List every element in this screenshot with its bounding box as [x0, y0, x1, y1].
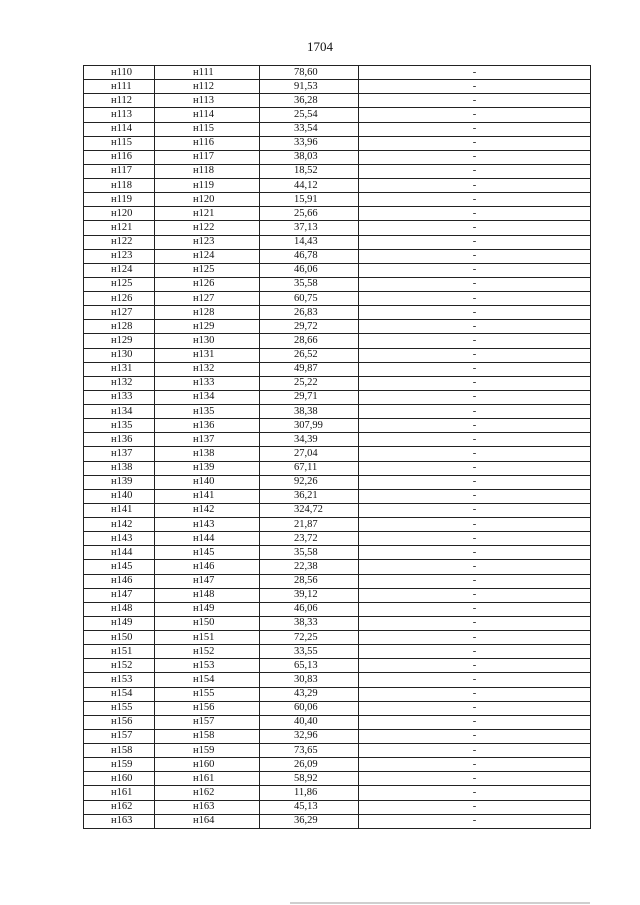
point-to-cell: н157: [155, 715, 260, 729]
note-cell: -: [359, 249, 591, 263]
point-to-cell: н155: [155, 687, 260, 701]
note-cell: -: [359, 306, 591, 320]
note-cell: -: [359, 518, 591, 532]
point-from-cell: н152: [84, 659, 155, 673]
note-cell: -: [359, 207, 591, 221]
note-cell: -: [359, 588, 591, 602]
point-from-cell: н135: [84, 419, 155, 433]
point-from-cell: н154: [84, 687, 155, 701]
point-from-cell: н123: [84, 249, 155, 263]
distance-cell: 39,12: [260, 588, 359, 602]
point-to-cell: н154: [155, 673, 260, 687]
point-from-cell: н112: [84, 94, 155, 108]
note-cell: -: [359, 701, 591, 715]
point-to-cell: н113: [155, 94, 260, 108]
point-from-cell: н131: [84, 362, 155, 376]
note-cell: -: [359, 376, 591, 390]
note-cell: -: [359, 122, 591, 136]
point-to-cell: н161: [155, 772, 260, 786]
point-from-cell: н134: [84, 405, 155, 419]
note-cell: -: [359, 348, 591, 362]
point-to-cell: н129: [155, 320, 260, 334]
distance-cell: 36,29: [260, 814, 359, 828]
note-cell: -: [359, 786, 591, 800]
point-from-cell: н113: [84, 108, 155, 122]
table-row: [84, 263, 591, 277]
point-to-cell: н162: [155, 786, 260, 800]
point-from-cell: н151: [84, 645, 155, 659]
note-cell: -: [359, 94, 591, 108]
note-cell: -: [359, 744, 591, 758]
point-to-cell: н131: [155, 348, 260, 362]
distance-cell: 25,54: [260, 108, 359, 122]
note-cell: -: [359, 405, 591, 419]
table-row: [84, 447, 591, 461]
note-cell: -: [359, 772, 591, 786]
table-row: [84, 786, 591, 800]
point-to-cell: н164: [155, 814, 260, 828]
point-to-cell: н153: [155, 659, 260, 673]
distance-cell: 29,71: [260, 390, 359, 404]
distance-cell: 44,12: [260, 179, 359, 193]
distance-cell: 38,33: [260, 616, 359, 630]
table-row: [84, 249, 591, 263]
table-row: [84, 461, 591, 475]
note-cell: -: [359, 263, 591, 277]
table-row: [84, 122, 591, 136]
table-row: [84, 235, 591, 249]
point-from-cell: н129: [84, 334, 155, 348]
point-to-cell: н150: [155, 616, 260, 630]
point-from-cell: н146: [84, 574, 155, 588]
note-cell: -: [359, 800, 591, 814]
note-cell: -: [359, 560, 591, 574]
point-to-cell: н130: [155, 334, 260, 348]
point-to-cell: н124: [155, 249, 260, 263]
table-row: [84, 560, 591, 574]
point-to-cell: н151: [155, 631, 260, 645]
point-to-cell: н146: [155, 560, 260, 574]
point-from-cell: н141: [84, 503, 155, 517]
note-cell: -: [359, 80, 591, 94]
point-from-cell: н137: [84, 447, 155, 461]
point-to-cell: н137: [155, 433, 260, 447]
note-cell: -: [359, 390, 591, 404]
distance-cell: 22,38: [260, 560, 359, 574]
point-from-cell: н147: [84, 588, 155, 602]
note-cell: -: [359, 164, 591, 178]
distance-cell: 14,43: [260, 235, 359, 249]
point-to-cell: н145: [155, 546, 260, 560]
point-to-cell: н143: [155, 518, 260, 532]
point-from-cell: н140: [84, 489, 155, 503]
table-row: [84, 687, 591, 701]
table-row: [84, 744, 591, 758]
point-to-cell: н163: [155, 800, 260, 814]
point-to-cell: н158: [155, 729, 260, 743]
table-row: [84, 673, 591, 687]
note-cell: -: [359, 433, 591, 447]
note-cell: -: [359, 715, 591, 729]
point-from-cell: н138: [84, 461, 155, 475]
table-row: [84, 503, 591, 517]
distance-cell: 92,26: [260, 475, 359, 489]
point-from-cell: н126: [84, 292, 155, 306]
table-row: [84, 292, 591, 306]
distance-cell: 307,99: [260, 419, 359, 433]
point-from-cell: н149: [84, 616, 155, 630]
point-from-cell: н121: [84, 221, 155, 235]
distance-cell: 28,56: [260, 574, 359, 588]
distance-cell: 33,96: [260, 136, 359, 150]
table-row: [84, 518, 591, 532]
distance-cell: 33,54: [260, 122, 359, 136]
table-row: [84, 574, 591, 588]
note-cell: -: [359, 687, 591, 701]
point-from-cell: н162: [84, 800, 155, 814]
point-to-cell: н132: [155, 362, 260, 376]
table-row: [84, 334, 591, 348]
distance-cell: 26,09: [260, 758, 359, 772]
point-from-cell: н148: [84, 602, 155, 616]
point-to-cell: н152: [155, 645, 260, 659]
page-number: 1704: [307, 39, 333, 54]
note-cell: -: [359, 136, 591, 150]
table-row: [84, 179, 591, 193]
note-cell: -: [359, 108, 591, 122]
table-row: [84, 348, 591, 362]
table-row: [84, 376, 591, 390]
point-to-cell: н119: [155, 179, 260, 193]
note-cell: -: [359, 461, 591, 475]
distance-cell: 37,13: [260, 221, 359, 235]
point-to-cell: н147: [155, 574, 260, 588]
point-to-cell: н126: [155, 277, 260, 291]
distance-cell: 60,75: [260, 292, 359, 306]
distance-cell: 46,06: [260, 602, 359, 616]
point-to-cell: н156: [155, 701, 260, 715]
note-cell: -: [359, 602, 591, 616]
distance-cell: 58,92: [260, 772, 359, 786]
point-to-cell: н123: [155, 235, 260, 249]
point-to-cell: н127: [155, 292, 260, 306]
point-from-cell: н133: [84, 390, 155, 404]
distance-cell: 25,66: [260, 207, 359, 221]
distance-cell: 15,91: [260, 193, 359, 207]
table-row: [84, 602, 591, 616]
table-row: [84, 546, 591, 560]
point-from-cell: н111: [84, 80, 155, 94]
distance-cell: 45,13: [260, 800, 359, 814]
distance-cell: 27,04: [260, 447, 359, 461]
distance-cell: 40,40: [260, 715, 359, 729]
point-to-cell: н159: [155, 744, 260, 758]
point-from-cell: н144: [84, 546, 155, 560]
distance-cell: 23,72: [260, 532, 359, 546]
note-cell: -: [359, 362, 591, 376]
note-cell: -: [359, 546, 591, 560]
point-to-cell: н136: [155, 419, 260, 433]
note-cell: -: [359, 475, 591, 489]
distance-cell: 67,11: [260, 461, 359, 475]
page-edge-shadow: [290, 902, 590, 904]
point-to-cell: н142: [155, 503, 260, 517]
table-row: [84, 631, 591, 645]
point-from-cell: н163: [84, 814, 155, 828]
note-cell: -: [359, 616, 591, 630]
table-row: [84, 306, 591, 320]
point-from-cell: н115: [84, 136, 155, 150]
point-from-cell: н127: [84, 306, 155, 320]
point-from-cell: н117: [84, 164, 155, 178]
point-from-cell: н155: [84, 701, 155, 715]
table-row: [84, 814, 591, 828]
point-to-cell: н114: [155, 108, 260, 122]
point-to-cell: н118: [155, 164, 260, 178]
table-row: [84, 588, 591, 602]
table-row: [84, 659, 591, 673]
distance-cell: 38,03: [260, 150, 359, 164]
point-from-cell: н153: [84, 673, 155, 687]
note-cell: -: [359, 419, 591, 433]
note-cell: -: [359, 277, 591, 291]
table-row: [84, 645, 591, 659]
point-from-cell: н159: [84, 758, 155, 772]
point-from-cell: н130: [84, 348, 155, 362]
point-from-cell: н128: [84, 320, 155, 334]
point-to-cell: н134: [155, 390, 260, 404]
point-to-cell: н111: [155, 66, 260, 80]
point-to-cell: н139: [155, 461, 260, 475]
note-cell: -: [359, 574, 591, 588]
distance-cell: 72,25: [260, 631, 359, 645]
point-to-cell: н112: [155, 80, 260, 94]
table-row: [84, 390, 591, 404]
table-row: [84, 475, 591, 489]
note-cell: -: [359, 320, 591, 334]
point-to-cell: н138: [155, 447, 260, 461]
table-row: [84, 729, 591, 743]
note-cell: -: [359, 659, 591, 673]
point-to-cell: н144: [155, 532, 260, 546]
point-from-cell: н110: [84, 66, 155, 80]
distance-cell: 11,86: [260, 786, 359, 800]
point-to-cell: н148: [155, 588, 260, 602]
note-cell: -: [359, 179, 591, 193]
table-row: [84, 164, 591, 178]
table-row: [84, 701, 591, 715]
note-cell: -: [359, 334, 591, 348]
distance-cell: 36,21: [260, 489, 359, 503]
note-cell: -: [359, 631, 591, 645]
point-from-cell: н125: [84, 277, 155, 291]
distance-cell: 34,39: [260, 433, 359, 447]
note-cell: -: [359, 193, 591, 207]
note-cell: -: [359, 814, 591, 828]
point-to-cell: н128: [155, 306, 260, 320]
table-row: [84, 150, 591, 164]
table-row: [84, 207, 591, 221]
table-row: [84, 136, 591, 150]
distance-cell: 35,58: [260, 277, 359, 291]
note-cell: -: [359, 150, 591, 164]
table-row: [84, 66, 591, 80]
point-from-cell: н132: [84, 376, 155, 390]
point-from-cell: н124: [84, 263, 155, 277]
point-from-cell: н120: [84, 207, 155, 221]
point-to-cell: н122: [155, 221, 260, 235]
table-row: [84, 94, 591, 108]
distance-cell: 29,72: [260, 320, 359, 334]
point-from-cell: н156: [84, 715, 155, 729]
table-row: [84, 715, 591, 729]
table-row: [84, 616, 591, 630]
point-to-cell: н160: [155, 758, 260, 772]
table-row: [84, 433, 591, 447]
point-from-cell: н136: [84, 433, 155, 447]
distance-cell: 65,13: [260, 659, 359, 673]
table-body: [84, 66, 591, 829]
note-cell: -: [359, 673, 591, 687]
note-cell: -: [359, 645, 591, 659]
distance-cell: 73,65: [260, 744, 359, 758]
point-to-cell: н133: [155, 376, 260, 390]
point-from-cell: н118: [84, 179, 155, 193]
point-to-cell: н141: [155, 489, 260, 503]
distance-cell: 18,52: [260, 164, 359, 178]
point-to-cell: н149: [155, 602, 260, 616]
point-to-cell: н116: [155, 136, 260, 150]
point-from-cell: н139: [84, 475, 155, 489]
distance-cell: 43,29: [260, 687, 359, 701]
point-from-cell: н116: [84, 150, 155, 164]
distance-cell: 324,72: [260, 503, 359, 517]
distance-cell: 36,28: [260, 94, 359, 108]
note-cell: -: [359, 66, 591, 80]
table-row: [84, 758, 591, 772]
point-from-cell: н114: [84, 122, 155, 136]
point-to-cell: н120: [155, 193, 260, 207]
distance-cell: 28,66: [260, 334, 359, 348]
table-row: [84, 532, 591, 546]
note-cell: -: [359, 447, 591, 461]
distance-cell: 26,83: [260, 306, 359, 320]
note-cell: -: [359, 532, 591, 546]
distance-cell: 35,58: [260, 546, 359, 560]
point-to-cell: н135: [155, 405, 260, 419]
point-from-cell: н142: [84, 518, 155, 532]
point-from-cell: н145: [84, 560, 155, 574]
point-to-cell: н140: [155, 475, 260, 489]
table-row: [84, 80, 591, 94]
table-row: [84, 362, 591, 376]
distance-cell: 26,52: [260, 348, 359, 362]
distance-cell: 49,87: [260, 362, 359, 376]
point-from-cell: н160: [84, 772, 155, 786]
distance-cell: 78,60: [260, 66, 359, 80]
distance-cell: 21,87: [260, 518, 359, 532]
point-to-cell: н117: [155, 150, 260, 164]
point-from-cell: н150: [84, 631, 155, 645]
distance-cell: 91,53: [260, 80, 359, 94]
table-row: [84, 489, 591, 503]
table-row: [84, 193, 591, 207]
table-row: [84, 221, 591, 235]
point-to-cell: н121: [155, 207, 260, 221]
table-row: [84, 405, 591, 419]
note-cell: -: [359, 503, 591, 517]
distance-cell: 33,55: [260, 645, 359, 659]
note-cell: -: [359, 729, 591, 743]
point-to-cell: н115: [155, 122, 260, 136]
distance-cell: 60,06: [260, 701, 359, 715]
point-from-cell: н143: [84, 532, 155, 546]
distance-cell: 46,78: [260, 249, 359, 263]
point-to-cell: н125: [155, 263, 260, 277]
table-row: [84, 800, 591, 814]
note-cell: -: [359, 235, 591, 249]
note-cell: -: [359, 758, 591, 772]
boundary-segments-table: [83, 65, 591, 829]
note-cell: -: [359, 221, 591, 235]
distance-cell: 32,96: [260, 729, 359, 743]
table-row: [84, 772, 591, 786]
distance-cell: 38,38: [260, 405, 359, 419]
point-from-cell: н157: [84, 729, 155, 743]
note-cell: -: [359, 489, 591, 503]
distance-cell: 46,06: [260, 263, 359, 277]
table-row: [84, 277, 591, 291]
point-from-cell: н119: [84, 193, 155, 207]
point-from-cell: н161: [84, 786, 155, 800]
table-row: [84, 419, 591, 433]
point-from-cell: н122: [84, 235, 155, 249]
note-cell: -: [359, 292, 591, 306]
distance-cell: 25,22: [260, 376, 359, 390]
table-row: [84, 108, 591, 122]
table-row: [84, 320, 591, 334]
point-from-cell: н158: [84, 744, 155, 758]
distance-cell: 30,83: [260, 673, 359, 687]
